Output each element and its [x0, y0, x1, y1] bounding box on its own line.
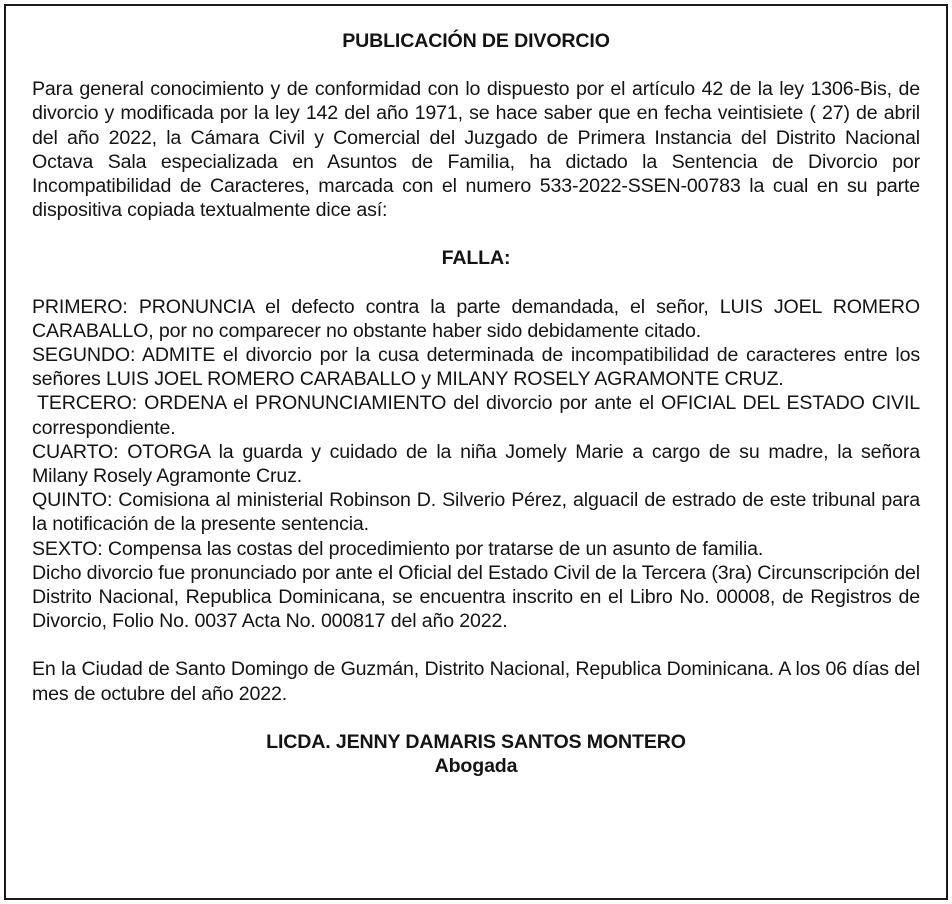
ruling-sexto: SEXTO: Compensa las costas del procedimiento por tratarse de un asunto de familia.: [32, 537, 764, 560]
notice-title: PUBLICACIÓN DE DIVORCIO: [342, 30, 610, 52]
ruling-tercero: TERCERO: ORDENA el PRONUNCIAMIENTO del divorcio por ante el OFICIAL DEL ESTADO CIVIL correspondiente.: [32, 392, 920, 439]
divorce-notice: [4, 4, 948, 900]
registration-paragraph: Dicho divorcio fue pronunciado por ante el Oficial del Estado Civil de la Tercera (3ra) Circunscripción del Distrito Nacional, Republica Dominicana, se encuentra inscrito en el Libro No. 00008, de Registros de Divorcio, Folio No. 0037 Acta No. 000817 del año 2022.: [32, 561, 920, 633]
signatory-role: Abogada: [434, 754, 518, 777]
intro-paragraph: Para general conocimiento y de conformidad con lo dispuesto por el artículo 42 de la ley 1306-Bis, de divorcio y modificada por la ley 142 del año 1971, se hace saber que en fecha veintisiete ( 27) de abril del año 2022, la Cámara Civil y Comercial del Juzgado de Primera Instancia del Distrito Nacional Octava Sala especializada en Asuntos de Familia, ha dictado la Sentencia de Divorcio por Incompatibilidad de Caracteres, marcada con el numero 533-2022-SSEN-00783 la cual en su parte dispositiva copiada textualmente dice así:: [32, 78, 920, 222]
signatory-name: LICDA. JENNY DAMARIS SANTOS MONTERO: [266, 730, 686, 753]
falla-heading: FALLA:: [441, 247, 511, 270]
ruling-quinto: QUINTO: Comisiona al ministerial Robinson D. Silverio Pérez, alguacil de estrado de este tribunal para la notificación de la presente sentencia.: [32, 489, 920, 536]
signature-block: [32, 730, 920, 778]
closing-paragraph: En la Ciudad de Santo Domingo de Guzmán, Distrito Nacional, Republica Dominicana. A los 06 días del mes de octubre del año 2022.: [32, 658, 920, 705]
ruling-segundo: SEGUNDO: ADMITE el divorcio por la cusa determinada de incompatibilidad de caracteres entre los señores LUIS JOEL ROMERO CARABALLO y MILANY ROSELY AGRAMONTE CRUZ.: [32, 344, 920, 391]
ruling-cuarto: CUARTO: OTORGA la guarda y cuidado de la niña Jomely Marie a cargo de su madre, la señora Milany Rosely Agramonte Cruz.: [32, 440, 920, 488]
ruling-primero: PRIMERO: PRONUNCIA el defecto contra la parte demandada, el señor, LUIS JOEL ROMERO CARABALLO, por no comparecer no obstante haber sido debidamente citado.: [32, 295, 920, 342]
